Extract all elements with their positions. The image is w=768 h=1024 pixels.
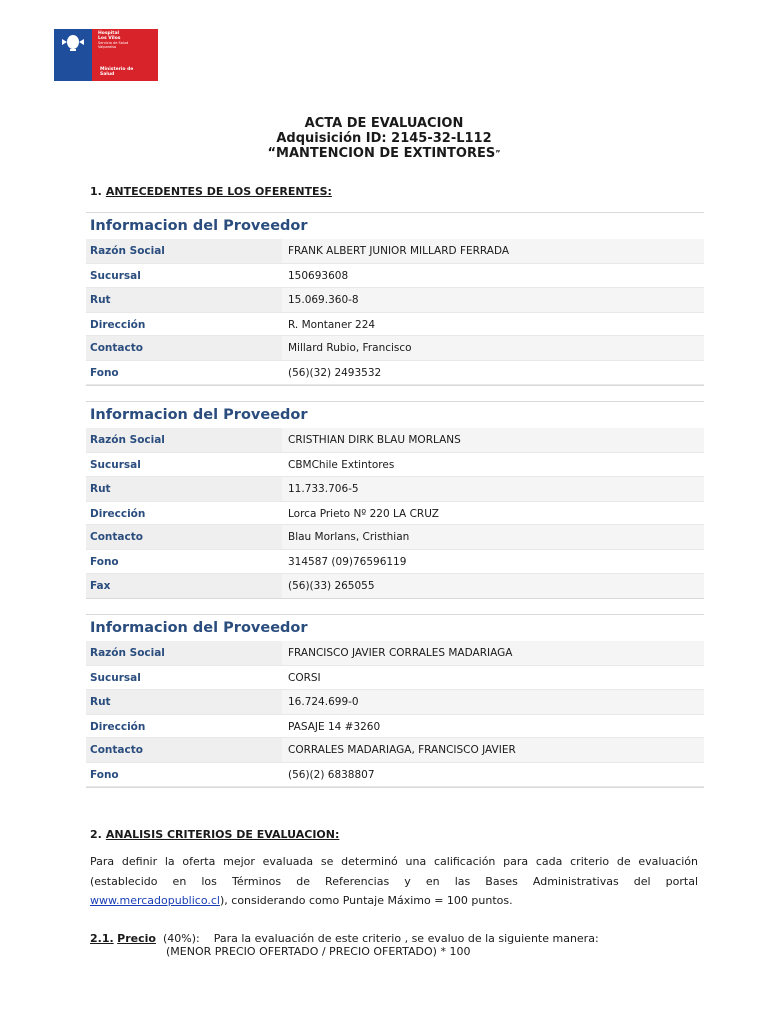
field-value: (56)(32) 2493532 — [282, 360, 704, 384]
table-row — [86, 738, 704, 762]
logo-line: Salud — [100, 72, 115, 77]
field-label: Dirección — [86, 501, 282, 525]
paragraph-text: Para definir la oferta mejor evaluada se determinó una calificación para cada criterio de evaluación (establecido en los Términos de Referencias y en las Bases Administrativas del portal — [90, 855, 698, 888]
provider-title: Informacion del Proveedor — [86, 614, 704, 641]
logo-line: Hospital — [98, 31, 120, 36]
table-row — [86, 263, 704, 287]
open-quote: “ — [267, 146, 277, 161]
logo-red-panel — [92, 29, 158, 81]
field-value: CRISTHIAN DIRK BLAU MORLANS — [282, 428, 704, 452]
paragraph-text: ), considerando como Puntaje Máximo = 100 puntos. — [219, 894, 513, 907]
logo-hospital-text — [98, 31, 128, 49]
field-label: Sucursal — [86, 263, 282, 287]
provider-title: Informacion del Proveedor — [86, 212, 704, 239]
field-value: 11.733.706-5 — [282, 477, 704, 501]
provider-card — [86, 614, 704, 788]
table-row — [86, 714, 704, 738]
field-label: Razón Social — [86, 239, 282, 263]
table-row — [86, 239, 704, 263]
criterion-price — [90, 931, 599, 946]
provider-card — [86, 401, 704, 599]
acquisition-id: Adquisición ID: 2145-32-L112 — [276, 131, 492, 146]
field-value: (56)(33) 265055 — [282, 574, 704, 598]
logo-line: Ministerio de — [100, 67, 134, 72]
coat-of-arms-icon — [60, 33, 86, 51]
table-row — [86, 641, 704, 665]
table-row — [86, 428, 704, 452]
field-value: Blau Morlans, Cristhian — [282, 525, 704, 549]
field-value: CORSI — [282, 665, 704, 689]
field-label: Fax — [86, 574, 282, 598]
section-1-heading — [90, 185, 332, 198]
field-value: 16.724.699-0 — [282, 690, 704, 714]
field-label: Razón Social — [86, 428, 282, 452]
field-label: Sucursal — [86, 665, 282, 689]
table-row — [86, 549, 704, 573]
field-value: PASAJE 14 #3260 — [282, 714, 704, 738]
field-value: CBMChile Extintores — [282, 452, 704, 476]
table-row — [86, 690, 704, 714]
table-row — [86, 525, 704, 549]
field-value: Lorca Prieto Nº 220 LA CRUZ — [282, 501, 704, 525]
table-row — [86, 501, 704, 525]
criterion-name: Precio — [117, 932, 156, 945]
field-value: R. Montaner 224 — [282, 312, 704, 336]
section-title: ANTECEDENTES DE LOS OFERENTES: — [105, 185, 332, 198]
logo-line: Valparaíso — [98, 45, 117, 49]
section-2-heading — [90, 828, 339, 841]
criterion-weight: (40%): — [162, 932, 200, 945]
logo-line: Servicio de Salud — [98, 41, 129, 45]
table-row — [86, 762, 704, 787]
field-label: Razón Social — [86, 641, 282, 665]
close-quote: ” — [495, 149, 501, 158]
provider-card — [86, 212, 704, 386]
field-label: Dirección — [86, 312, 282, 336]
field-value: Millard Rubio, Francisco — [282, 336, 704, 360]
field-label: Dirección — [86, 714, 282, 738]
field-label: Rut — [86, 288, 282, 312]
field-value: 15.069.360-8 — [282, 288, 704, 312]
field-value: FRANCISCO JAVIER CORRALES MADARIAGA — [282, 641, 704, 665]
logo-blue-panel — [54, 29, 92, 81]
table-row — [86, 477, 704, 501]
field-value: 314587 (09)76596119 — [282, 549, 704, 573]
section-number: 1. — [90, 185, 102, 198]
table-row — [86, 665, 704, 689]
field-value: (56)(2) 6838807 — [282, 762, 704, 786]
table-row — [86, 288, 704, 312]
criterion-number: 2.1. — [90, 932, 114, 945]
document-title: ACTA DE EVALUACION — [304, 116, 464, 131]
field-label: Rut — [86, 477, 282, 501]
section-title: ANALISIS CRITERIOS DE EVALUACION: — [105, 828, 340, 841]
field-label: Sucursal — [86, 452, 282, 476]
table-row — [86, 312, 704, 336]
service-name — [0, 146, 768, 161]
table-row — [86, 360, 704, 385]
provider-title: Informacion del Proveedor — [86, 401, 704, 428]
field-label: Contacto — [86, 738, 282, 762]
logo-line: Los Vilos — [98, 36, 121, 41]
field-label: Contacto — [86, 525, 282, 549]
criterion-text: Para la evaluación de este criterio , se evaluo de la siguiente manera: — [213, 932, 599, 945]
field-value: FRANK ALBERT JUNIOR MILLARD FERRADA — [282, 239, 704, 263]
field-value: CORRALES MADARIAGA, FRANCISCO JAVIER — [282, 738, 704, 762]
table-row — [86, 336, 704, 360]
logo-ministry-text — [100, 67, 133, 77]
table-row — [86, 574, 704, 599]
field-value: 150693608 — [282, 263, 704, 287]
field-label: Fono — [86, 762, 282, 786]
hospital-logo — [54, 29, 158, 81]
field-label: Contacto — [86, 336, 282, 360]
field-label: Fono — [86, 549, 282, 573]
evaluation-paragraph — [90, 852, 698, 911]
section-number: 2. — [90, 828, 102, 841]
mercadopublico-link[interactable]: www.mercadopublico.cl — [90, 894, 220, 907]
service-name-text: MANTENCION DE EXTINTORES — [276, 146, 496, 161]
field-label: Rut — [86, 690, 282, 714]
table-row — [86, 452, 704, 476]
field-label: Fono — [86, 360, 282, 384]
price-formula: (MENOR PRECIO OFERTADO / PRECIO OFERTADO) * 100 — [166, 945, 471, 958]
